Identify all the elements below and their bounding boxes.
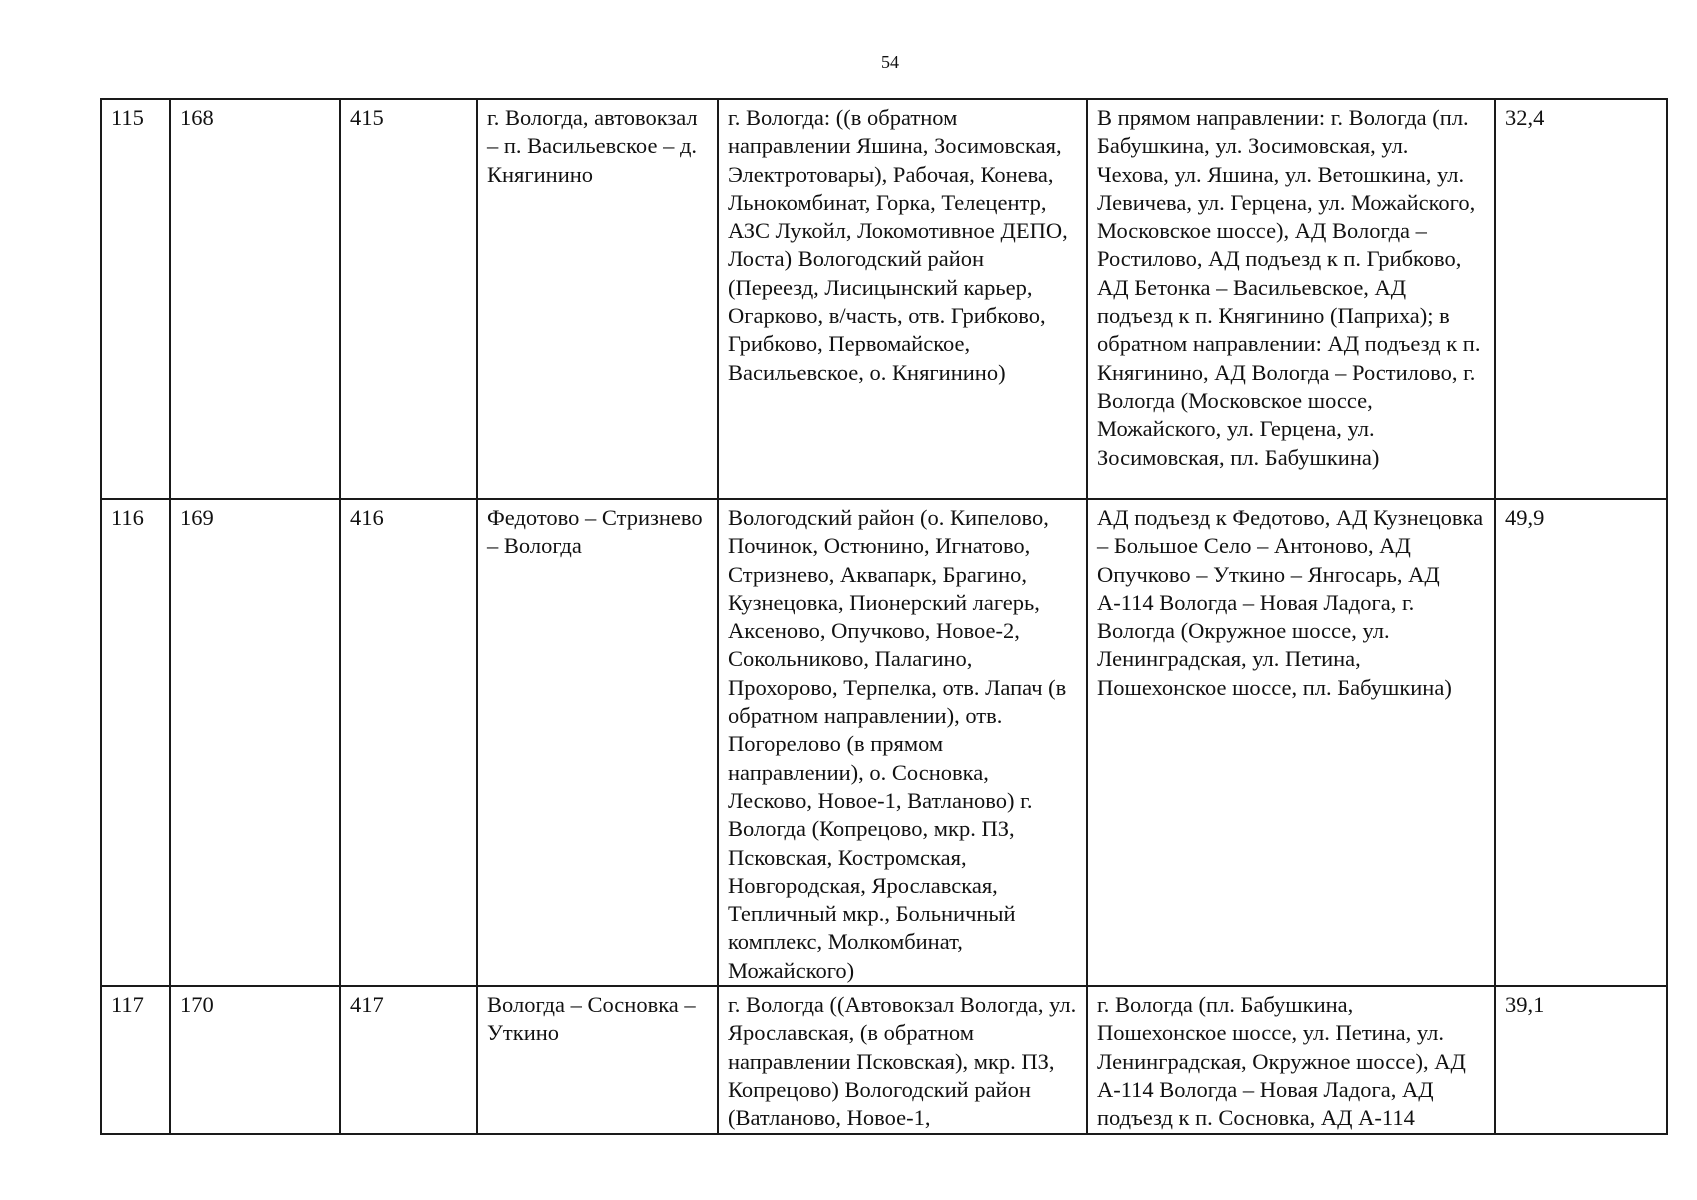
cell-length: 49,9	[1495, 499, 1667, 986]
cell-route-number: 417	[340, 986, 477, 1133]
page-number: 54	[881, 52, 899, 72]
routes-table	[100, 98, 1668, 1135]
cell-seq: 115	[101, 99, 170, 499]
cell-length: 39,1	[1495, 986, 1667, 1133]
cell-reg-number: 168	[170, 99, 340, 499]
cell-length: 32,4	[1495, 99, 1667, 499]
cell-route-number: 416	[340, 499, 477, 986]
table-row	[101, 499, 1667, 986]
cell-stops: г. Вологда ((Автовокзал Вологда, ул. Ярославская, (в обратном направлении Псковская), мкр. ПЗ, Копрецово) Вологодский район (Ватланово, Новое-1,	[718, 986, 1087, 1133]
table-row	[101, 986, 1667, 1133]
cell-streets: АД подъезд к Федотово, АД Кузнецовка – Большое Село – Антоново, АД Опучково – Уткино – Янгосарь, АД А-114 Вологда – Новая Ладога, г. Вологда (Окружное шоссе, ул. Ленинградская, ул. Петина, Пошехонское шоссе, пл. Бабушкина)	[1087, 499, 1495, 986]
cell-route-name: г. Вологда, автовокзал – п. Васильевское – д. Княгинино	[477, 99, 718, 499]
cell-route-name: Вологда – Сосновка – Уткино	[477, 986, 718, 1133]
cell-streets: В прямом направлении: г. Вологда (пл. Бабушкина, ул. Зосимовская, ул. Чехова, ул. Яшина, ул. Ветошкина, ул. Левичева, ул. Герцена, ул. Можайского, Московское шоссе), АД Вологда – Ростилово, АД подъезд к п. Грибково, АД Бетонка – Васильевское, АД подъезд к п. Княгинино (Паприха); в обратном направлении: АД подъезд к п. Княгинино, АД Вологда – Ростилово, г. Вологда (Московское шоссе, Можайского, ул. Герцена, ул. Зосимовская, пл. Бабушкина)	[1087, 99, 1495, 499]
cell-streets: г. Вологда (пл. Бабушкина, Пошехонское шоссе, ул. Петина, ул. Ленинградская, Окружное шоссе), АД А-114 Вологда – Новая Ладога, АД подъезд к п. Сосновка, АД А-114	[1087, 986, 1495, 1133]
cell-seq: 117	[101, 986, 170, 1133]
cell-reg-number: 170	[170, 986, 340, 1133]
cell-route-number: 415	[340, 99, 477, 499]
cell-seq: 116	[101, 499, 170, 986]
cell-route-name: Федотово – Стризнево – Вологда	[477, 499, 718, 986]
cell-stops: г. Вологда: ((в обратном направлении Яшина, Зосимовская, Электротовары), Рабочая, Конева, Льнокомбинат, Горка, Телецентр, АЗС Лукойл, Локомотивное ДЕПО, Лоста) Вологодский район (Переезд, Лисицынский карьер, Огарково, в/часть, отв. Грибково, Грибково, Первомайское, Васильевское, о. Княгинино)	[718, 99, 1087, 499]
cell-reg-number: 169	[170, 499, 340, 986]
cell-stops: Вологодский район (о. Кипелово, Починок, Остюнино, Игнатово, Стризнево, Аквапарк, Брагино, Кузнецовка, Пионерский лагерь, Аксеново, Опучково, Новое-2, Сокольниково, Палагино, Прохорово, Терпелка, отв. Лапач (в обратном направлении), отв. Погорелово (в прямом направлении), о. Сосновка, Лесково, Новое-1, Ватланово) г. Вологда (Копрецово, мкр. ПЗ, Псковская, Костромская, Новгородская, Ярославская, Тепличный мкр., Больничный комплекс, Молкомбинат, Можайского)	[718, 499, 1087, 986]
table-row	[101, 99, 1667, 499]
